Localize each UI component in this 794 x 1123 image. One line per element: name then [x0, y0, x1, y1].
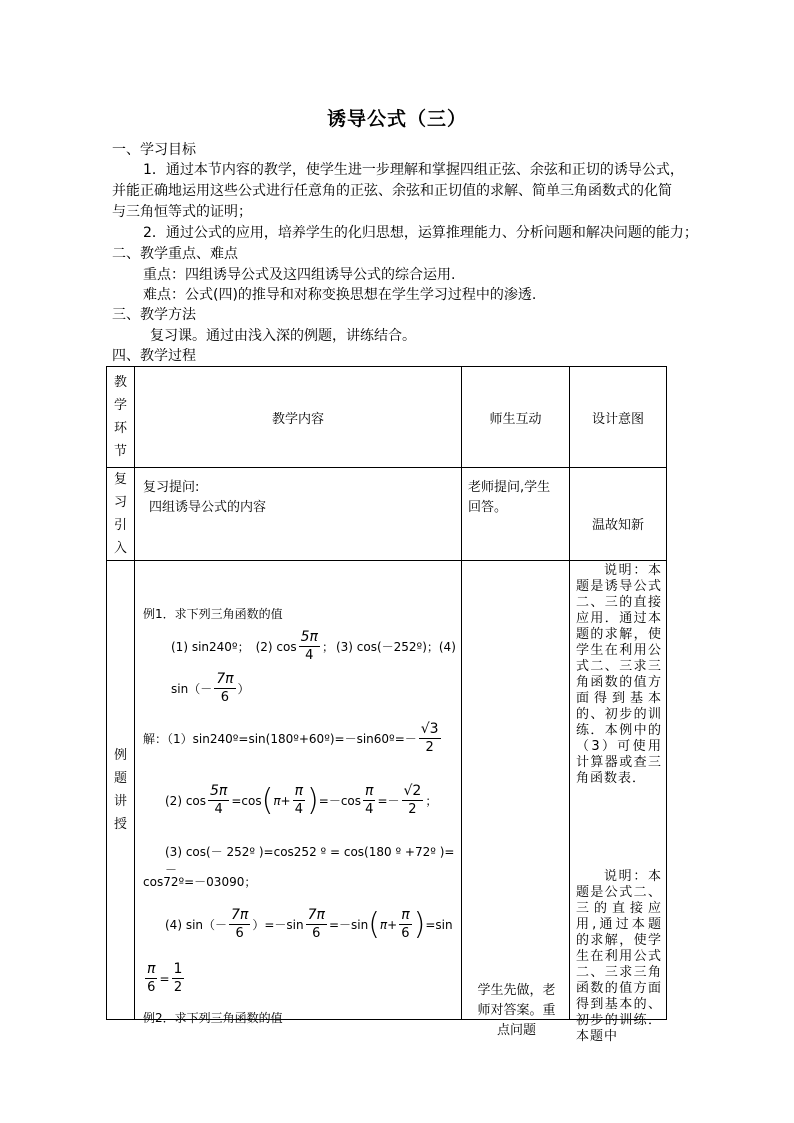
solution-3-line-1: (3) cos(－ 252º )=cos252 º = cos(180 º +72º )=－ [165, 845, 455, 877]
example-1-title: 例1．求下列三角函数的值 [143, 607, 283, 621]
review-row [107, 468, 667, 561]
example-1-questions: (1) sin240º； (2) cos $\frac{5\pi}{4}$ ； (3) cos(－252º)；(4) [171, 629, 456, 663]
section-1-heading: 一、学习目标 [112, 142, 196, 158]
examples-stage: 例题讲授 [107, 561, 135, 1020]
examples-row [107, 561, 667, 1020]
fraction: $\frac{7\pi}{6}$ [307, 907, 325, 941]
objective-1-line-3: 与三角恒等式的证明； [112, 204, 252, 220]
header-content: 教学内容 [135, 367, 462, 468]
example-2-title: 例2．求下列三角函数的值 [143, 1011, 283, 1025]
teaching-process-table [106, 366, 667, 1044]
fraction: $\frac{√3}{2}$ [420, 721, 439, 755]
solution-1: 解：（1）sin240º=sin(180º+60º)=－sin60º=－ $\frac{√3}{2}$ [143, 721, 439, 755]
examples-intent [570, 561, 667, 1044]
review-stage: 复习引入 [107, 468, 135, 561]
fraction: $\frac{7\pi}{6}$ [231, 907, 249, 941]
intent-note-2: 说明：本题是公式二、三的直接应用,通过本题的求解，使学生在利用公式二、三求三角函数的值方面得到基本的、初步的训练．本题中 [576, 869, 662, 1044]
fraction: $\frac{√2}{2}$ [403, 783, 422, 817]
section-2-heading: 二、教学重点、难点 [112, 246, 238, 262]
fraction: $\frac{7\pi}{6}$ [216, 671, 234, 705]
fraction: $\frac{1}{2}$ [173, 961, 183, 995]
review-content [135, 468, 462, 561]
header-interaction: 师生互动 [462, 367, 570, 468]
solution-3-line-2: cos72º=－03090； [143, 875, 257, 889]
example-1-question-4: sin（－ $\frac{7\pi}{6}$ ） [171, 671, 250, 705]
review-question-label: 复习提问: [143, 480, 200, 495]
fraction: $\frac{\pi}{4}$ [294, 783, 304, 817]
solution-4-result: $\frac{\pi}{6}$ = $\frac{1}{2}$ [147, 961, 183, 995]
fraction: $\frac{5\pi}{4}$ [300, 629, 318, 663]
method-text: 复习课。通过由浅入深的例题，讲练结合。 [150, 328, 416, 344]
fraction: $\frac{5\pi}{4}$ [210, 783, 228, 817]
header-intent: 设计意图 [570, 367, 667, 468]
solution-4: (4) sin（－ $\frac{7\pi}{6}$ ）=－sin $\frac{7\pi}{6}$ =－sin ( π+ $\frac{\pi}{6}$ ) =sin [165, 906, 453, 942]
fraction: $\frac{\pi}{6}$ [147, 961, 156, 995]
section-3-heading: 三、教学方法 [112, 307, 196, 323]
examples-content [135, 561, 462, 1025]
review-question-text: 四组诱导公式的内容 [149, 500, 267, 515]
objective-1-line-2: 并能正确地运用这些公式进行任意角的正弦、余弦和正切值的求解、简单三角函数式的化简 [112, 183, 672, 199]
objective-2: 2．通过公式的应用，培养学生的化归思想，运算推理能力、分析问题和解决问题的能力； [143, 225, 698, 241]
header-stage: 教学环节 [107, 367, 135, 468]
fraction: $\frac{\pi}{6}$ [401, 907, 410, 941]
table-header-row [107, 367, 667, 468]
difficult-point: 难点：公式(四)的推导和对称变换思想在学生学习过程中的渗透. [143, 287, 537, 303]
page-title: 诱导公式（三） [326, 108, 467, 130]
intent-note-1: 说明：本题是诱导公式二、三的直接应用．通过本题的求解，使学生在利用公式二、三求三角函数的值方面得到基本的、初步的训练．本例中的（3）可使用计算器或查三角函数表． [576, 563, 662, 786]
section-4-heading: 四、教学过程 [112, 348, 196, 364]
review-interaction: 老师提问,学生回答。 [462, 468, 570, 561]
examples-interaction [462, 561, 570, 1038]
review-intent: 温故知新 [570, 468, 667, 561]
fraction: $\frac{\pi}{4}$ [365, 783, 374, 817]
solution-2: (2) cos $\frac{5\pi}{4}$ =cos ( π+ $\frac{\pi}{4}$ ) =－cos $\frac{\pi}{4}$ =－ $\frac{√2}{2}$ ； [165, 782, 438, 818]
objective-1-line-1: 1．通过本节内容的教学，使学生进一步理解和掌握四组正弦、余弦和正切的诱导公式， [143, 162, 684, 178]
examples-interaction-text: 学生先做，老师对答案。重点问题 [477, 983, 556, 1038]
key-point: 重点：四组诱导公式及这四组诱导公式的综合运用. [143, 267, 456, 283]
